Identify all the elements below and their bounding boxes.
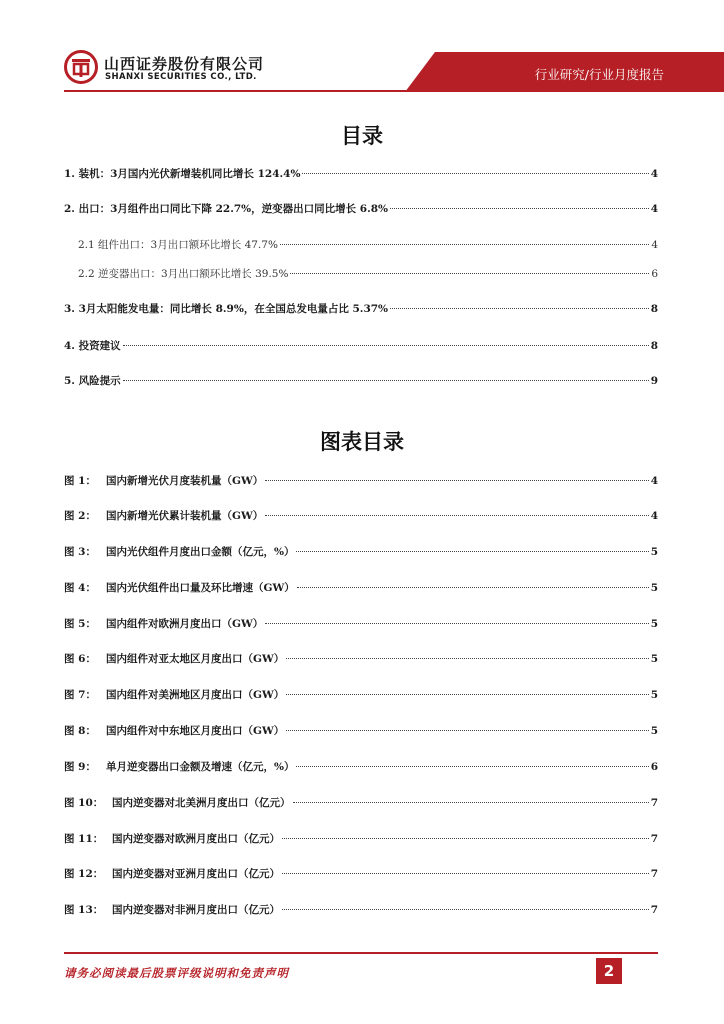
toc-item-page: 4 bbox=[650, 168, 658, 180]
dot-leader bbox=[286, 730, 648, 731]
figure-item-page: 5 bbox=[650, 689, 658, 701]
toc-title: 目录 bbox=[341, 124, 383, 148]
figure-item-page: 5 bbox=[650, 618, 658, 630]
page-header bbox=[0, 0, 724, 92]
dot-leader bbox=[282, 838, 649, 839]
toc-item[interactable] bbox=[64, 166, 658, 182]
figure-item-label: 国内新增光伏累计装机量（GW） bbox=[106, 510, 264, 522]
figure-item-label: 国内组件对中东地区月度出口（GW） bbox=[106, 725, 285, 737]
dot-leader bbox=[302, 173, 648, 174]
dot-leader bbox=[265, 623, 648, 624]
dot-leader bbox=[123, 380, 649, 381]
figure-item-number: 图 13： bbox=[64, 904, 104, 916]
figure-item[interactable] bbox=[64, 795, 658, 811]
toc-item[interactable] bbox=[78, 266, 658, 282]
dot-leader bbox=[296, 551, 648, 552]
figure-item-page: 5 bbox=[650, 653, 658, 665]
figure-item[interactable] bbox=[64, 580, 658, 596]
figure-item[interactable] bbox=[64, 759, 658, 775]
toc-item[interactable] bbox=[64, 201, 658, 217]
figure-item-number: 图 9： bbox=[64, 761, 96, 773]
figure-item-page: 5 bbox=[650, 546, 658, 558]
figure-item-number: 图 5： bbox=[64, 618, 96, 630]
toc-item-label: 装机：3月国内光伏新增装机同比增长 124.4% bbox=[78, 168, 301, 180]
figure-item-number: 图 12： bbox=[64, 868, 104, 880]
toc-item[interactable] bbox=[64, 301, 658, 317]
figure-item-number: 图 3： bbox=[64, 546, 96, 558]
toc-item-number: 1. bbox=[64, 168, 75, 180]
figure-item-page: 4 bbox=[650, 475, 658, 487]
dot-leader bbox=[265, 480, 648, 481]
toc-item-number: 2.1 bbox=[78, 239, 95, 251]
toc-item-label: 3月太阳能发电量：同比增长 8.9%，在全国总发电量占比 5.37% bbox=[78, 303, 389, 315]
dot-leader bbox=[297, 587, 649, 588]
figure-item[interactable] bbox=[64, 544, 658, 560]
figure-item-page: 5 bbox=[650, 582, 658, 594]
figure-item-label: 国内新增光伏月度装机量（GW） bbox=[106, 475, 264, 487]
figure-item-label: 国内逆变器对亚洲月度出口（亿元） bbox=[112, 868, 280, 880]
report-type: 行业研究/行业月度报告 bbox=[534, 67, 664, 82]
figure-item-page: 7 bbox=[650, 868, 658, 880]
figure-item[interactable] bbox=[64, 473, 658, 489]
dot-leader bbox=[290, 273, 649, 274]
toc-item[interactable] bbox=[78, 237, 658, 253]
toc-item-label: 逆变器出口：3月出口额环比增长 39.5% bbox=[98, 268, 289, 280]
figure-item-page: 6 bbox=[650, 761, 658, 773]
figure-item[interactable] bbox=[64, 866, 658, 882]
footer-divider bbox=[64, 952, 658, 954]
dot-leader bbox=[296, 766, 648, 767]
figure-item-number: 图 2： bbox=[64, 510, 96, 522]
dot-leader bbox=[390, 208, 649, 209]
toc-item-page: 8 bbox=[650, 303, 658, 315]
figure-item-label: 国内逆变器对欧洲月度出口（亿元） bbox=[112, 833, 280, 845]
toc-item-page: 4 bbox=[651, 239, 658, 251]
figure-item[interactable] bbox=[64, 616, 658, 632]
dot-leader bbox=[390, 308, 649, 309]
company-name-cn: 山西证券股份有限公司 bbox=[104, 55, 265, 73]
toc-item[interactable] bbox=[64, 338, 658, 354]
toc-item-page: 6 bbox=[651, 268, 658, 280]
toc-item-number: 2. bbox=[64, 203, 75, 215]
figure-item-page: 7 bbox=[650, 833, 658, 845]
company-name-en: SHANXI SECURITIES CO., LTD. bbox=[105, 72, 257, 82]
toc-item-label: 出口：3月组件出口同比下降 22.7%，逆变器出口同比增长 6.8% bbox=[78, 203, 389, 215]
figure-item-label: 国内组件对美洲地区月度出口（GW） bbox=[106, 689, 285, 701]
dot-leader bbox=[123, 345, 649, 346]
figure-item[interactable] bbox=[64, 508, 658, 524]
figure-item[interactable] bbox=[64, 902, 658, 918]
dot-leader bbox=[286, 658, 648, 659]
header-divider bbox=[64, 90, 724, 92]
footer-disclaimer: 请务必阅读最后股票评级说明和免责声明 bbox=[64, 966, 289, 980]
figures-title: 图表目录 bbox=[320, 430, 404, 454]
dot-leader bbox=[282, 873, 649, 874]
toc-item-number: 2.2 bbox=[78, 268, 95, 280]
shanxi-securities-logo-icon bbox=[64, 50, 98, 84]
figure-item-label: 国内光伏组件月度出口金额（亿元，%） bbox=[106, 546, 295, 558]
page-number: 2 bbox=[596, 958, 622, 984]
figure-item-label: 单月逆变器出口金额及增速（亿元，%） bbox=[106, 761, 295, 773]
dot-leader bbox=[280, 244, 649, 245]
figure-item-label: 国内组件对欧洲月度出口（GW） bbox=[106, 618, 264, 630]
toc-item-number: 4. bbox=[64, 340, 75, 352]
figure-item[interactable] bbox=[64, 723, 658, 739]
figure-item-page: 7 bbox=[650, 797, 658, 809]
toc-item-number: 3. bbox=[64, 303, 75, 315]
figure-item-page: 4 bbox=[650, 510, 658, 522]
dot-leader bbox=[265, 515, 648, 516]
figure-item-number: 图 8： bbox=[64, 725, 96, 737]
dot-leader bbox=[286, 694, 648, 695]
toc-item-number: 5. bbox=[64, 375, 75, 387]
figure-item-label: 国内逆变器对北美洲月度出口（亿元） bbox=[112, 797, 291, 809]
toc-item[interactable] bbox=[64, 373, 658, 389]
figure-item[interactable] bbox=[64, 831, 658, 847]
figure-item-number: 图 7： bbox=[64, 689, 96, 701]
figure-item-number: 图 6： bbox=[64, 653, 96, 665]
dot-leader bbox=[282, 909, 649, 910]
figure-item[interactable] bbox=[64, 687, 658, 703]
figure-item-label: 国内光伏组件出口量及环比增速（GW） bbox=[106, 582, 295, 594]
toc-item-label: 风险提示 bbox=[78, 375, 121, 387]
toc-item-label: 组件出口：3月出口额环比增长 47.7% bbox=[98, 239, 278, 251]
dot-leader bbox=[293, 802, 649, 803]
figure-item[interactable] bbox=[64, 651, 658, 667]
figure-item-number: 图 11： bbox=[64, 833, 104, 845]
toc-item-label: 投资建议 bbox=[78, 340, 121, 352]
figure-item-label: 国内逆变器对非洲月度出口（亿元） bbox=[112, 904, 280, 916]
toc-item-page: 4 bbox=[650, 203, 658, 215]
toc-item-page: 9 bbox=[650, 375, 658, 387]
figure-item-number: 图 10： bbox=[64, 797, 104, 809]
figure-item-label: 国内组件对亚太地区月度出口（GW） bbox=[106, 653, 285, 665]
figure-item-number: 图 1： bbox=[64, 475, 96, 487]
figure-item-page: 7 bbox=[650, 904, 658, 916]
figure-item-page: 5 bbox=[650, 725, 658, 737]
toc-item-page: 8 bbox=[650, 340, 658, 352]
figure-item-number: 图 4： bbox=[64, 582, 96, 594]
